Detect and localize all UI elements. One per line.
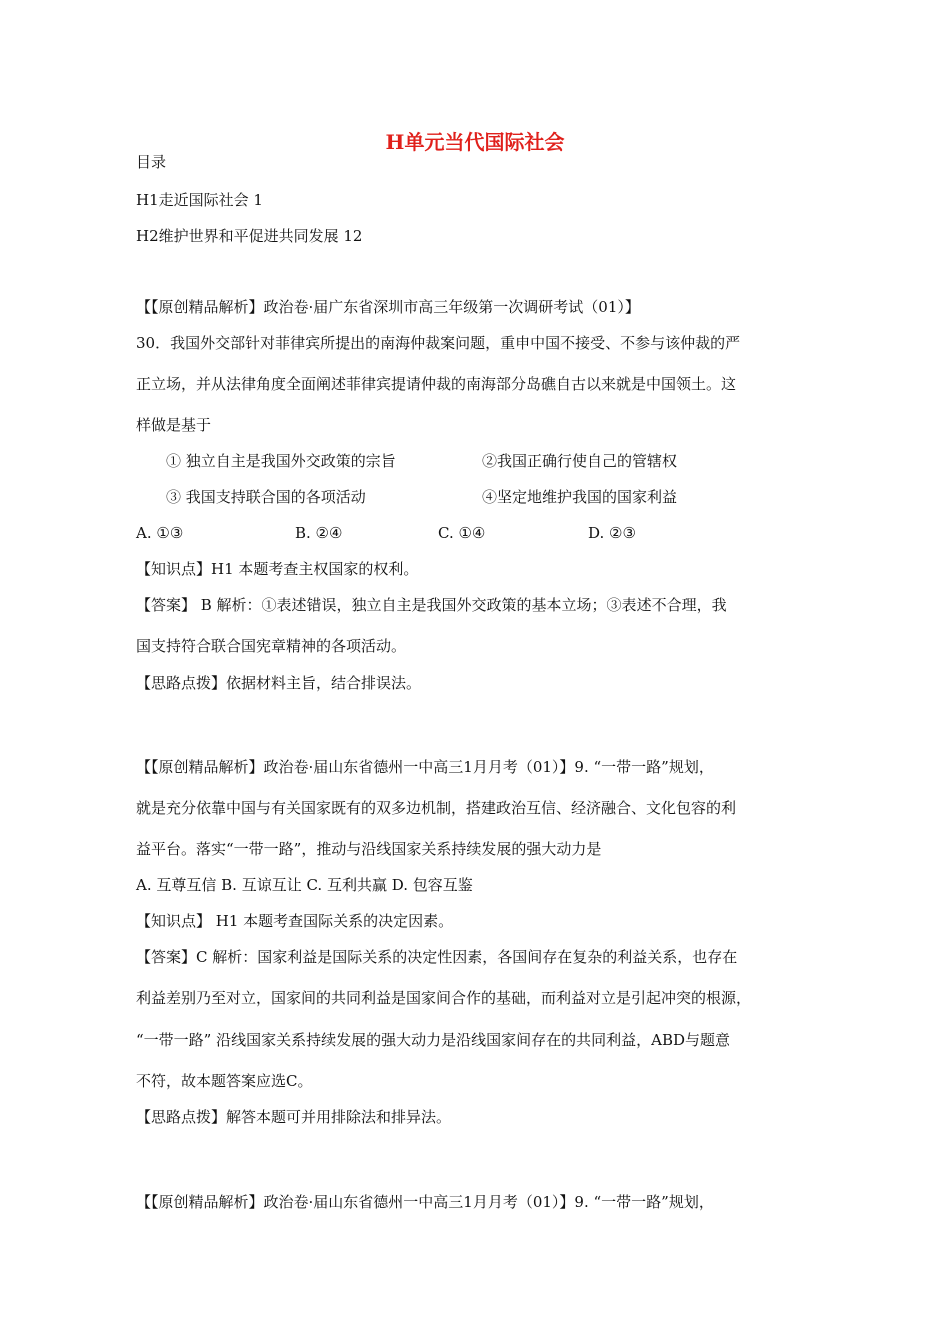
q1-option-c: C. ①④ [438, 524, 486, 542]
toc-item-h1[interactable]: H1走近国际社会 1 [136, 191, 263, 209]
q2-stem-line: 就是充分依靠中国与有关国家既有的双多边机制，搭建政治互信、经济融合、文化包容的利 [136, 799, 737, 817]
q2-answer-line: 不符，故本题答案应选C。 [136, 1072, 313, 1090]
q1-answer-line: 【答案】 B 解析：①表述错误，独立自主是我国外交政策的基本立场；③表述不合理，我 [136, 596, 727, 614]
q1-option-b: B. ②④ [295, 524, 343, 542]
document-title: H单元当代国际社会 [385, 130, 565, 154]
q1-option-d: D. ②③ [588, 524, 636, 542]
q2-stem-line: 益平台。落实“一带一路”，推动与沿线国家关系持续发展的强大动力是 [136, 840, 602, 858]
q1-statement-4: ④坚定地维护我国的国家利益 [482, 488, 678, 506]
q1-statement-1: ① 独立自主是我国外交政策的宗旨 [166, 452, 396, 470]
q2-answer-line: 利益差别乃至对立，国家间的共同利益是国家间合作的基础，而利益对立是引起冲突的根源， [136, 989, 752, 1007]
q1-statement-2: ②我国正确行使自己的管辖权 [482, 452, 678, 470]
q2-answer-line: “一带一路” 沿线国家关系持续发展的强大动力是沿线国家间存在的共同利益，ABD与题意 [136, 1031, 730, 1049]
q2-stem-line: 【【原创精品解析】政治卷·届山东省德州一中高三1月月考（01）】9. “一带一路”规划， [136, 758, 714, 776]
q1-knowledge: 【知识点】H1 本题考查主权国家的权利。 [136, 560, 419, 578]
q1-stem-line: 30．我国外交部针对菲律宾所提出的南海仲裁案问题，重申中国不接受、不参与该仲裁的严 [136, 334, 741, 352]
q2-knowledge: 【知识点】 H1 本题考查国际关系的决定因素。 [136, 912, 454, 930]
q2-options: A. 互尊互信 B. 互谅互让 C. 互利共赢 D. 包容互鉴 [136, 876, 473, 894]
q2-hint: 【思路点拨】解答本题可并用排除法和排异法。 [136, 1108, 452, 1126]
q1-option-a: A. ①③ [136, 524, 184, 542]
toc-heading: 目录 [136, 153, 167, 171]
toc-item-h2[interactable]: H2维护世界和平促进共同发展 12 [136, 227, 363, 245]
q1-stem-line: 正立场，并从法律角度全面阐述菲律宾提请仲裁的南海部分岛礁自古以来就是中国领土。这 [136, 375, 737, 393]
q1-answer-line: 国支持符合联合国宪章精神的各项活动。 [136, 637, 407, 655]
q1-statement-3: ③ 我国支持联合国的各项活动 [166, 488, 366, 506]
q1-stem-line: 样做是基于 [136, 416, 212, 434]
q1-source: 【【原创精品解析】政治卷·届广东省深圳市高三年级第一次调研考试（01）】 [136, 298, 640, 316]
q1-hint: 【思路点拨】依据材料主旨，结合排误法。 [136, 674, 422, 692]
q2-answer-line: 【答案】C 解析：国家利益是国际关系的决定性因素，各国间存在复杂的利益关系，也存在 [136, 948, 738, 966]
q3-stem-line: 【【原创精品解析】政治卷·届山东省德州一中高三1月月考（01）】9. “一带一路”规划， [136, 1193, 714, 1211]
